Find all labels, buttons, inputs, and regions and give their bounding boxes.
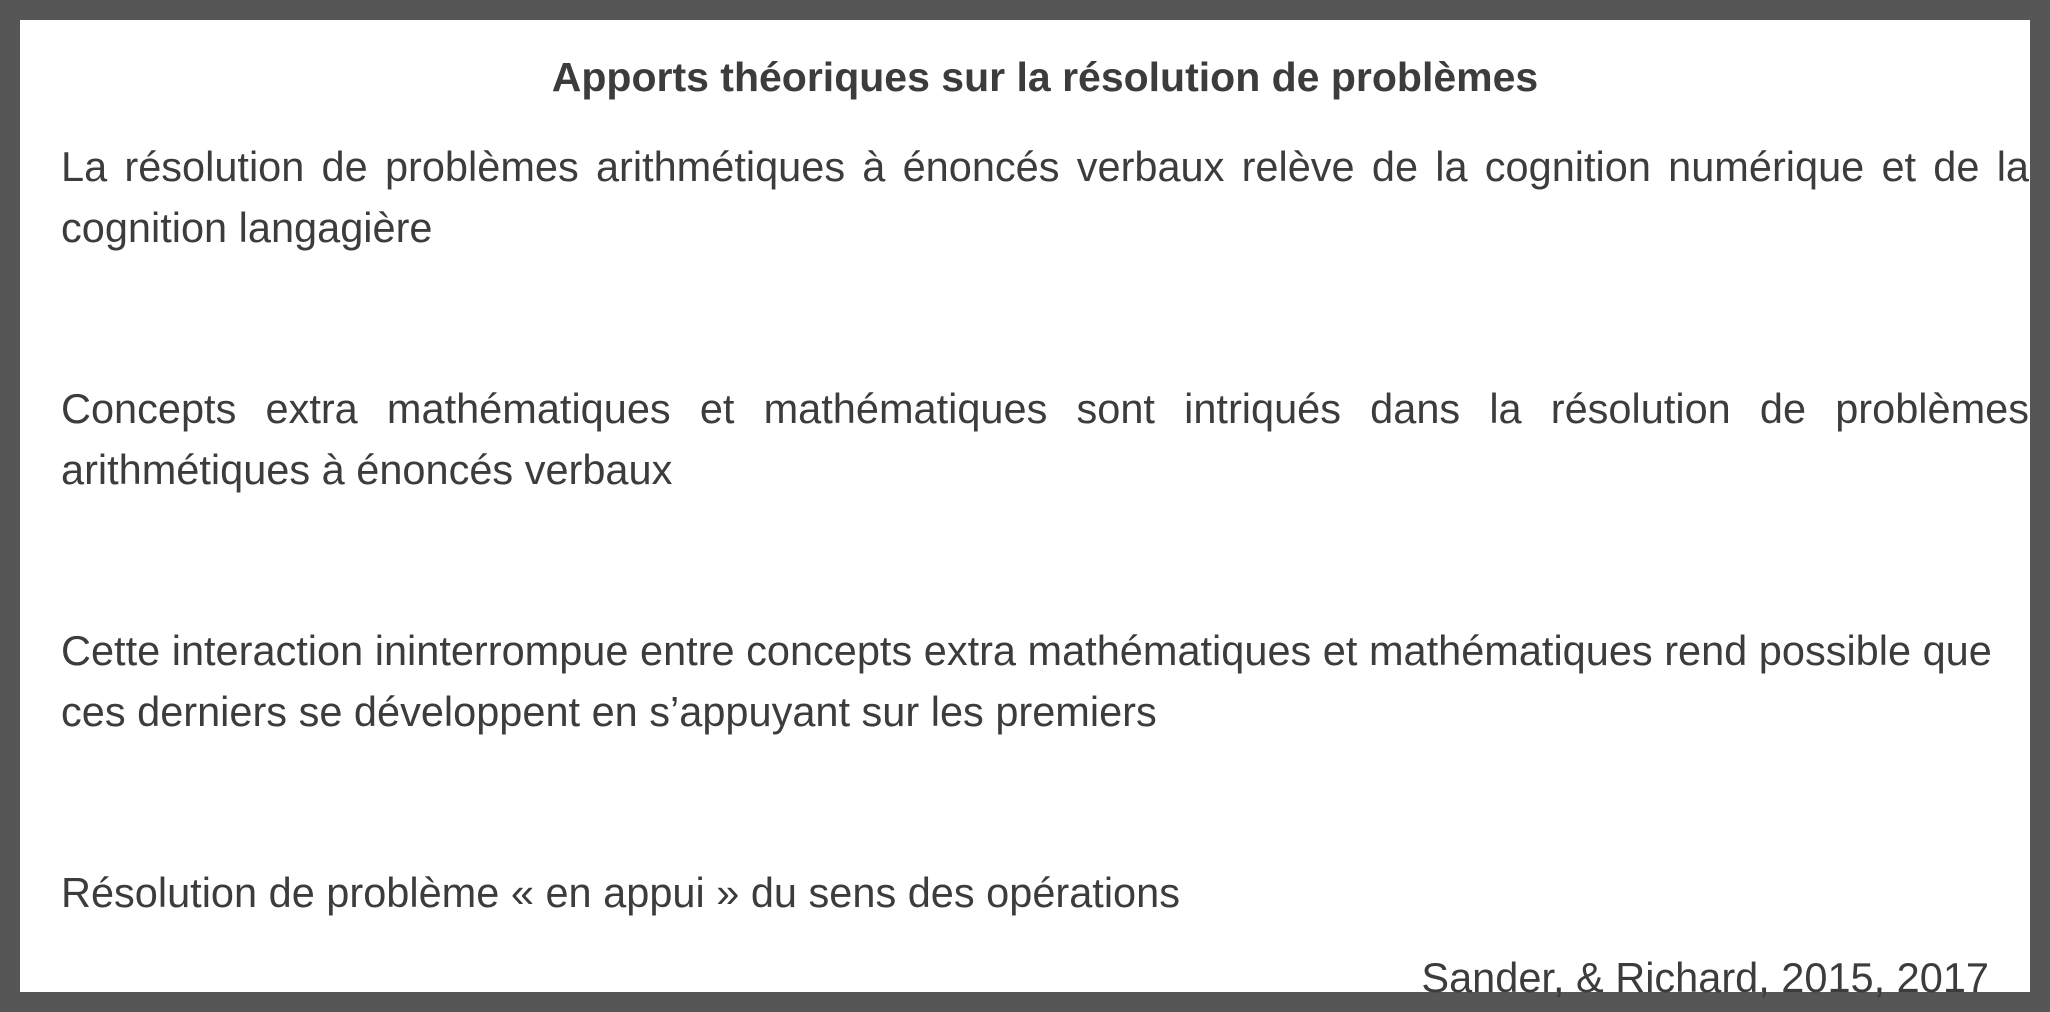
- paragraph-1: La résolution de problèmes arithmétiques à énoncés verbaux relève de la cognition numérique et de la cognition langagière: [61, 143, 2029, 251]
- citation: Sander, & Richard, 2015, 2017: [1421, 954, 1989, 1001]
- paragraph-2: Concepts extra mathématiques et mathématiques sont intriqués dans la résolution de problèmes arithmétiques à énoncés verbaux: [61, 385, 2029, 493]
- document-title: Apports théoriques sur la résolution de problèmes: [551, 54, 1539, 100]
- paragraph-4: Résolution de problème « en appui » du sens des opérations: [61, 869, 1180, 916]
- paragraph-3: Cette interaction ininterrompue entre concepts extra mathématiques et mathématiques rend possible que ces derniers se développent en s’appuyant sur les premiers: [61, 627, 1992, 735]
